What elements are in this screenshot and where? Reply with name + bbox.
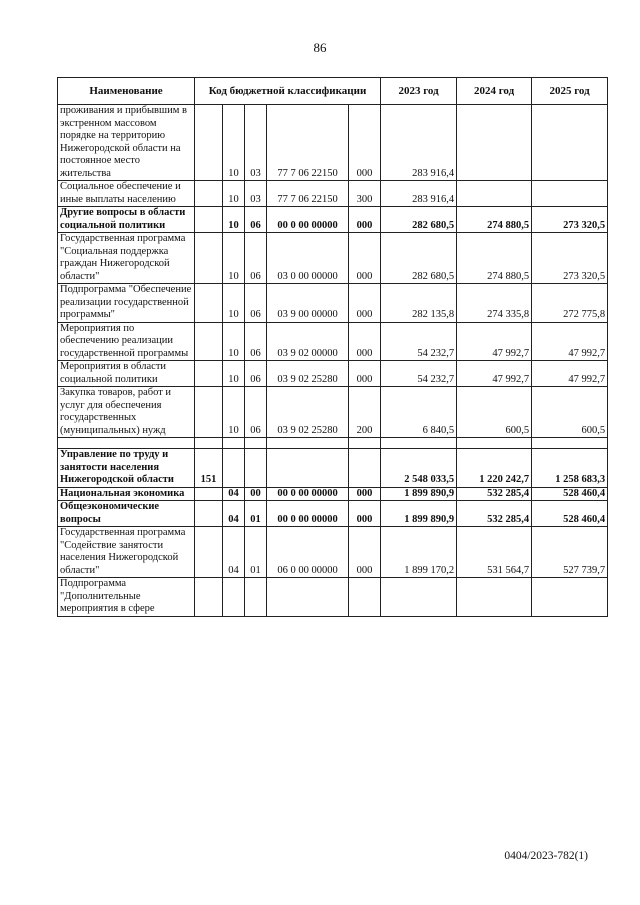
cell-vr	[349, 449, 381, 488]
cell-2023: 282 680,5	[381, 207, 457, 233]
cell-csr: 77 7 06 22150	[267, 105, 349, 181]
budget-table	[57, 77, 608, 617]
cell-2023: 2 548 033,5	[381, 449, 457, 488]
cell-2023: 1 899 890,9	[381, 501, 457, 527]
cell-name: проживания и прибывшим в экстренном массовом порядке на территорию Нижегородской области на постоянное место жительства	[58, 105, 195, 181]
cell-csr: 06 0 00 00000	[267, 527, 349, 578]
cell-csr: 03 9 02 25280	[267, 387, 349, 438]
header-code: Код бюджетной классификации	[195, 78, 381, 105]
cell-ved	[195, 527, 223, 578]
cell-2024	[457, 181, 532, 207]
cell-name: Другие вопросы в области социальной политики	[58, 207, 195, 233]
cell-2025: 527 739,7	[532, 527, 608, 578]
cell-vr: 000	[349, 233, 381, 284]
cell-vr: 000	[349, 207, 381, 233]
cell-rz: 10	[223, 284, 245, 323]
table-row	[58, 449, 608, 488]
cell-csr	[267, 449, 349, 488]
cell-2024: 600,5	[457, 387, 532, 438]
cell-pr: 01	[245, 501, 267, 527]
cell-csr: 00 0 00 00000	[267, 207, 349, 233]
cell-name: Подпрограмма "Обеспечение реализации государственной программы"	[58, 284, 195, 323]
cell-2025: 1 258 683,3	[532, 449, 608, 488]
cell-2023: 282 680,5	[381, 233, 457, 284]
cell-2024: 532 285,4	[457, 501, 532, 527]
table-row	[58, 387, 608, 438]
cell-rz: 10	[223, 361, 245, 387]
cell-ved	[195, 181, 223, 207]
cell-2025: 47 992,7	[532, 361, 608, 387]
cell-vr: 000	[349, 284, 381, 323]
header-2024: 2024 год	[457, 78, 532, 105]
cell-2025: 273 320,5	[532, 207, 608, 233]
cell-2023: 54 232,7	[381, 361, 457, 387]
cell-ved	[195, 578, 223, 617]
cell-vr: 000	[349, 501, 381, 527]
spacer-cell	[349, 438, 381, 449]
cell-2024: 47 992,7	[457, 322, 532, 361]
table-row	[58, 578, 608, 617]
table-row	[58, 207, 608, 233]
spacer-cell	[457, 438, 532, 449]
spacer-cell	[267, 438, 349, 449]
cell-vr	[349, 578, 381, 617]
table-header-row	[58, 78, 608, 105]
cell-ved	[195, 361, 223, 387]
cell-vr: 300	[349, 181, 381, 207]
cell-vr: 000	[349, 487, 381, 501]
cell-csr: 00 0 00 00000	[267, 487, 349, 501]
page-number: 86	[313, 40, 327, 55]
cell-2025: 272 775,8	[532, 284, 608, 323]
cell-rz: 10	[223, 181, 245, 207]
cell-rz: 10	[223, 322, 245, 361]
cell-2023: 54 232,7	[381, 322, 457, 361]
header-name: Наименование	[58, 78, 195, 105]
cell-2025: 600,5	[532, 387, 608, 438]
cell-2025	[532, 181, 608, 207]
spacer-cell	[245, 438, 267, 449]
table-body	[58, 105, 608, 617]
cell-ved	[195, 284, 223, 323]
cell-name: Управление по труду и занятости населения Нижегородской области	[58, 449, 195, 488]
cell-pr: 06	[245, 322, 267, 361]
cell-pr	[245, 578, 267, 617]
cell-ved	[195, 105, 223, 181]
cell-pr: 06	[245, 284, 267, 323]
cell-rz: 04	[223, 501, 245, 527]
table-row	[58, 233, 608, 284]
spacer-cell	[58, 438, 195, 449]
cell-pr: 00	[245, 487, 267, 501]
cell-rz: 10	[223, 105, 245, 181]
table-row	[58, 322, 608, 361]
cell-2023: 1 899 890,9	[381, 487, 457, 501]
cell-pr	[245, 449, 267, 488]
cell-2024	[457, 578, 532, 617]
cell-csr: 03 9 02 00000	[267, 322, 349, 361]
cell-pr: 06	[245, 361, 267, 387]
table-row	[58, 438, 608, 449]
cell-ved	[195, 233, 223, 284]
cell-2024: 274 335,8	[457, 284, 532, 323]
cell-2025: 273 320,5	[532, 233, 608, 284]
cell-2023: 283 916,4	[381, 181, 457, 207]
cell-csr: 03 9 02 25280	[267, 361, 349, 387]
cell-2023: 283 916,4	[381, 105, 457, 181]
cell-2025	[532, 105, 608, 181]
cell-pr: 03	[245, 181, 267, 207]
cell-pr: 06	[245, 387, 267, 438]
cell-name: Национальная экономика	[58, 487, 195, 501]
cell-rz: 10	[223, 233, 245, 284]
cell-2024	[457, 105, 532, 181]
cell-name: Мероприятия в области социальной политики	[58, 361, 195, 387]
cell-rz: 04	[223, 487, 245, 501]
table-row	[58, 527, 608, 578]
cell-2024: 532 285,4	[457, 487, 532, 501]
cell-vr: 200	[349, 387, 381, 438]
cell-name: Мероприятия по обеспечению реализации государственной программы	[58, 322, 195, 361]
cell-2025: 528 460,4	[532, 487, 608, 501]
document-code: 0404/2023-782(1)	[504, 850, 588, 862]
header-2025: 2025 год	[532, 78, 608, 105]
cell-pr: 03	[245, 105, 267, 181]
spacer-cell	[381, 438, 457, 449]
spacer-cell	[223, 438, 245, 449]
table-row	[58, 487, 608, 501]
spacer-cell	[532, 438, 608, 449]
cell-2023	[381, 578, 457, 617]
cell-vr: 000	[349, 105, 381, 181]
cell-2025	[532, 578, 608, 617]
cell-vr: 000	[349, 527, 381, 578]
cell-ved: 151	[195, 449, 223, 488]
cell-2023: 282 135,8	[381, 284, 457, 323]
cell-pr: 06	[245, 233, 267, 284]
cell-2024: 531 564,7	[457, 527, 532, 578]
table-row	[58, 105, 608, 181]
table-row	[58, 361, 608, 387]
header-2023: 2023 год	[381, 78, 457, 105]
cell-csr: 03 0 00 00000	[267, 233, 349, 284]
cell-name: Социальное обеспечение и иные выплаты населению	[58, 181, 195, 207]
table-row	[58, 181, 608, 207]
cell-2025: 47 992,7	[532, 322, 608, 361]
cell-rz: 10	[223, 387, 245, 438]
cell-name: Государственная программа "Содействие занятости населения Нижегородской области"	[58, 527, 195, 578]
cell-2024: 1 220 242,7	[457, 449, 532, 488]
cell-2024: 274 880,5	[457, 207, 532, 233]
cell-csr: 00 0 00 00000	[267, 501, 349, 527]
cell-rz	[223, 578, 245, 617]
cell-2025: 528 460,4	[532, 501, 608, 527]
cell-ved	[195, 487, 223, 501]
cell-vr: 000	[349, 322, 381, 361]
cell-name: Подпрограмма "Дополнительные мероприятия в сфере	[58, 578, 195, 617]
cell-ved	[195, 207, 223, 233]
cell-ved	[195, 322, 223, 361]
cell-rz: 10	[223, 207, 245, 233]
cell-pr: 01	[245, 527, 267, 578]
cell-2024: 47 992,7	[457, 361, 532, 387]
cell-2024: 274 880,5	[457, 233, 532, 284]
cell-name: Государственная программа "Социальная поддержка граждан Нижегородской области"	[58, 233, 195, 284]
cell-ved	[195, 387, 223, 438]
cell-vr: 000	[349, 361, 381, 387]
cell-rz	[223, 449, 245, 488]
cell-ved	[195, 501, 223, 527]
table-row	[58, 284, 608, 323]
cell-rz: 04	[223, 527, 245, 578]
table-row	[58, 501, 608, 527]
cell-name: Общеэкономические вопросы	[58, 501, 195, 527]
cell-2023: 6 840,5	[381, 387, 457, 438]
cell-csr: 77 7 06 22150	[267, 181, 349, 207]
cell-2023: 1 899 170,2	[381, 527, 457, 578]
cell-csr: 03 9 00 00000	[267, 284, 349, 323]
cell-name: Закупка товаров, работ и услуг для обеспечения государственных (муниципальных) нужд	[58, 387, 195, 438]
cell-pr: 06	[245, 207, 267, 233]
spacer-cell	[195, 438, 223, 449]
cell-csr	[267, 578, 349, 617]
